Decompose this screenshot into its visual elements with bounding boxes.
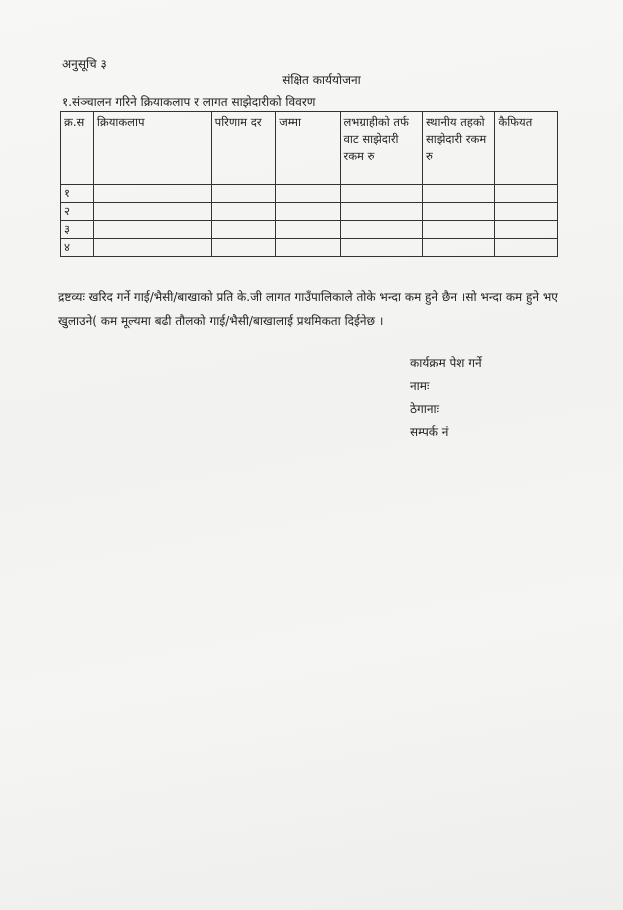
- header-serial-number: क्र.स: [61, 112, 94, 185]
- row-activity-cell: [93, 221, 211, 239]
- row-quantity-cell: [211, 221, 276, 239]
- header-local-level-share: स्थानीय तहको साझेदारी रकम रु: [422, 112, 494, 185]
- row-activity-cell: [93, 203, 211, 221]
- row-total-cell: [276, 221, 340, 239]
- note-paragraph: द्रष्टव्यः खरिद गर्ने गाई/भैसी/बाखाको प्रति के.जी लागत गाउँपालिकाले तोके भन्दा कम हुने छैन ।सो भन्दा कम हुने भए खुलाउने( कम मूल्यमा बढी तौलको गाई/भैसी/बाखालाई प्रथमिकता दिईनेछ ।: [58, 290, 558, 328]
- header-beneficiary-share: लभग्राहीको तर्फ वाट साझेदारी रकम रु: [340, 112, 422, 185]
- table-row: [61, 221, 558, 239]
- address-label: ठेगानाः: [410, 402, 440, 416]
- row-serial-number: ४: [61, 239, 94, 257]
- document-title: संक्षित कार्ययोजना: [282, 73, 361, 87]
- row-activity-cell: [93, 185, 211, 203]
- activity-cost-table: [60, 111, 558, 257]
- row-remarks-cell: [495, 203, 558, 221]
- name-label: नामः: [410, 379, 430, 393]
- row-beneficiary-cell: [340, 239, 422, 257]
- row-serial-number: २: [61, 203, 94, 221]
- row-serial-number: १: [61, 185, 94, 203]
- row-local-cell: [422, 239, 494, 257]
- header-quantity-rate: परिणाम दर: [211, 112, 276, 185]
- row-beneficiary-cell: [340, 203, 422, 221]
- row-local-cell: [422, 185, 494, 203]
- table-row: [61, 239, 558, 257]
- table-row: [61, 203, 558, 221]
- presenter-label: कार्यक्रम पेश गर्ने: [410, 356, 482, 370]
- header-remarks: कैफियत: [495, 112, 558, 185]
- row-quantity-cell: [211, 239, 276, 257]
- row-remarks-cell: [495, 239, 558, 257]
- row-beneficiary-cell: [340, 185, 422, 203]
- row-quantity-cell: [211, 185, 276, 203]
- annex-label: अनुसूचि ३: [62, 57, 107, 71]
- row-beneficiary-cell: [340, 221, 422, 239]
- row-serial-number: ३: [61, 221, 94, 239]
- row-local-cell: [422, 221, 494, 239]
- row-remarks-cell: [495, 185, 558, 203]
- row-remarks-cell: [495, 221, 558, 239]
- header-activity: क्रियाकलाप: [93, 112, 211, 185]
- row-local-cell: [422, 203, 494, 221]
- row-total-cell: [276, 185, 340, 203]
- row-total-cell: [276, 239, 340, 257]
- row-total-cell: [276, 203, 340, 221]
- table-header-row: [61, 112, 558, 185]
- header-total: जम्मा: [276, 112, 340, 185]
- row-activity-cell: [93, 239, 211, 257]
- contact-label: सम्पर्क नं: [410, 425, 449, 439]
- section-heading: १.संञ्चालन गरिने क्रियाकलाप र लागत साझेदारीको विवरण: [62, 95, 316, 109]
- row-quantity-cell: [211, 203, 276, 221]
- table-row: [61, 185, 558, 203]
- signature-block: [410, 352, 482, 444]
